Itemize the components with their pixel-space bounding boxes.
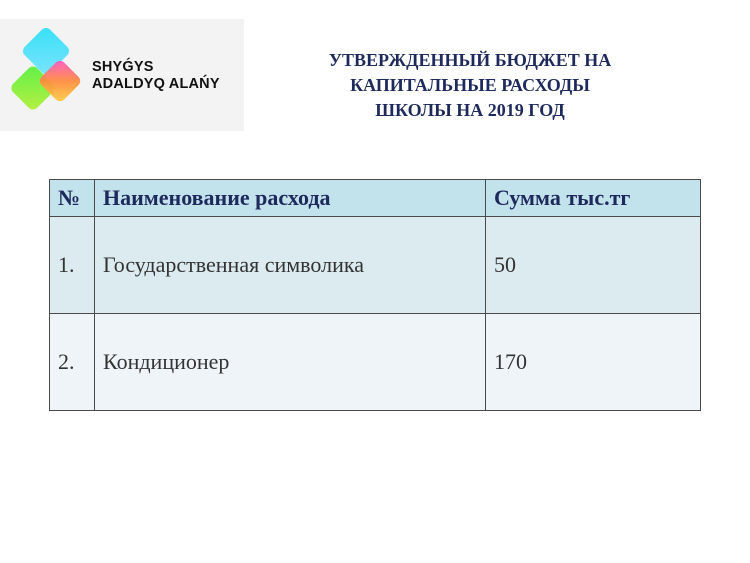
cell-amount: 50 xyxy=(486,217,701,314)
table-header-row xyxy=(50,180,701,217)
logo-mark-icon xyxy=(8,27,88,122)
header-number: № xyxy=(50,180,95,217)
cell-expense-name: Кондиционер xyxy=(95,314,486,411)
cell-number: 2. xyxy=(50,314,95,411)
table-row xyxy=(50,217,701,314)
logo-text xyxy=(92,59,220,93)
page-title xyxy=(280,48,660,123)
logo xyxy=(0,19,244,131)
header-amount: Сумма тыс.тг xyxy=(486,180,701,217)
cell-number: 1. xyxy=(50,217,95,314)
title-line-2: КАПИТАЛЬНЫЕ РАСХОДЫ xyxy=(350,75,590,95)
cell-expense-name: Государственная символика xyxy=(95,217,486,314)
title-line-3: ШКОЛЫ НА 2019 ГОД xyxy=(375,100,565,120)
logo-line-2: ADALDYQ ALAŃY xyxy=(92,76,220,92)
title-line-1: УТВЕРЖДЕННЫЙ БЮДЖЕТ НА xyxy=(328,50,612,70)
budget-table xyxy=(49,179,701,411)
logo-line-1: SHYǴYS xyxy=(92,59,154,75)
header-expense-name: Наименование расхода xyxy=(95,180,486,217)
cell-amount: 170 xyxy=(486,314,701,411)
table-row xyxy=(50,314,701,411)
